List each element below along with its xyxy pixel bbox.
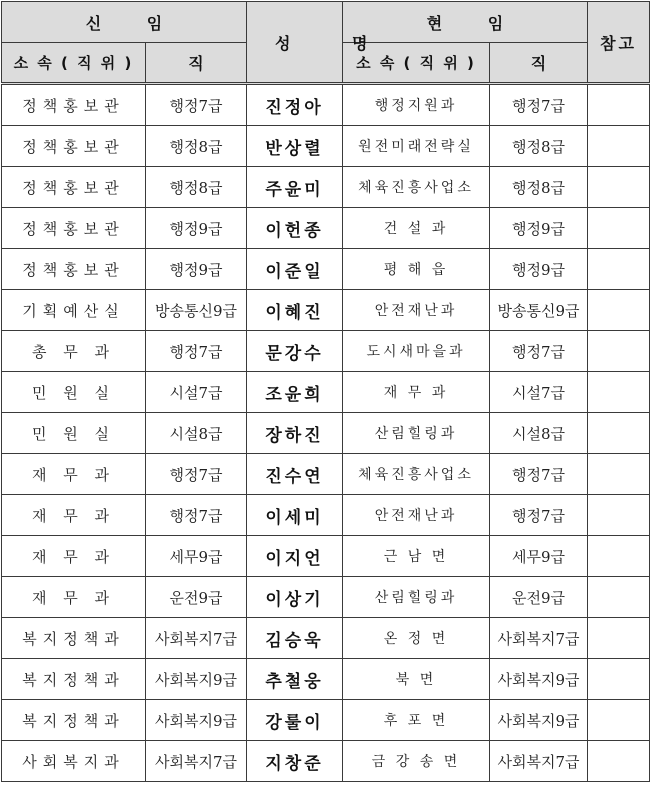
current-org-cell: 온 정 면 bbox=[343, 618, 490, 659]
current-org-cell: 안전재난과 bbox=[343, 290, 490, 331]
note-cell bbox=[588, 536, 650, 577]
person-name-cell: 이세미 bbox=[247, 495, 343, 536]
person-name-cell: 이혜진 bbox=[247, 290, 343, 331]
table-row bbox=[2, 454, 650, 495]
new-org-cell: 정책홍보관 bbox=[2, 84, 146, 126]
person-name-cell: 강룰이 bbox=[247, 700, 343, 741]
note-cell bbox=[588, 126, 650, 167]
table-row bbox=[2, 741, 650, 782]
note-cell bbox=[588, 290, 650, 331]
header-current-grade: 직 bbox=[490, 43, 588, 84]
current-org-cell: 건 설 과 bbox=[343, 208, 490, 249]
current-org-cell: 북 면 bbox=[343, 659, 490, 700]
table-row bbox=[2, 577, 650, 618]
note-cell bbox=[588, 577, 650, 618]
new-grade-cell: 행정8급 bbox=[146, 167, 247, 208]
current-org-cell: 행정지원과 bbox=[343, 84, 490, 126]
table-row bbox=[2, 659, 650, 700]
note-cell bbox=[588, 495, 650, 536]
current-grade-cell: 사회복지9급 bbox=[490, 700, 588, 741]
current-org-cell: 도시새마을과 bbox=[343, 331, 490, 372]
new-org-cell: 재 무 과 bbox=[2, 495, 146, 536]
person-name-cell: 조윤희 bbox=[247, 372, 343, 413]
header-new-post: 신 임 bbox=[2, 2, 247, 43]
current-grade-cell: 세무9급 bbox=[490, 536, 588, 577]
current-org-cell: 금 강 송 면 bbox=[343, 741, 490, 782]
current-org-cell: 재 무 과 bbox=[343, 372, 490, 413]
current-grade-cell: 운전9급 bbox=[490, 577, 588, 618]
current-org-cell: 체육진흥사업소 bbox=[343, 454, 490, 495]
current-grade-cell: 행정7급 bbox=[490, 454, 588, 495]
header-note: 참고 bbox=[588, 2, 650, 84]
new-grade-cell: 사회복지7급 bbox=[146, 618, 247, 659]
note-cell bbox=[588, 249, 650, 290]
table-row bbox=[2, 536, 650, 577]
current-org-cell: 체육진흥사업소 bbox=[343, 167, 490, 208]
table-row bbox=[2, 331, 650, 372]
person-name-cell: 이상기 bbox=[247, 577, 343, 618]
header-new-org-position: 소 속 ( 직 위 ) bbox=[2, 43, 146, 84]
new-org-cell: 재 무 과 bbox=[2, 454, 146, 495]
person-name-cell: 이헌종 bbox=[247, 208, 343, 249]
new-org-cell: 재 무 과 bbox=[2, 536, 146, 577]
table-row bbox=[2, 84, 650, 126]
person-name-cell: 이준일 bbox=[247, 249, 343, 290]
person-name-cell: 진정아 bbox=[247, 84, 343, 126]
person-name-cell: 반상렬 bbox=[247, 126, 343, 167]
new-org-cell: 정책홍보관 bbox=[2, 249, 146, 290]
person-name-cell: 장하진 bbox=[247, 413, 343, 454]
new-grade-cell: 세무9급 bbox=[146, 536, 247, 577]
table-row bbox=[2, 618, 650, 659]
new-grade-cell: 행정7급 bbox=[146, 84, 247, 126]
current-grade-cell: 행정9급 bbox=[490, 249, 588, 290]
note-cell bbox=[588, 659, 650, 700]
new-org-cell: 정책홍보관 bbox=[2, 126, 146, 167]
new-grade-cell: 시설7급 bbox=[146, 372, 247, 413]
table-row bbox=[2, 249, 650, 290]
current-org-cell: 근 남 면 bbox=[343, 536, 490, 577]
table-row bbox=[2, 126, 650, 167]
new-org-cell: 복지정책과 bbox=[2, 618, 146, 659]
header-new-grade: 직 bbox=[146, 43, 247, 84]
new-org-cell: 민 원 실 bbox=[2, 372, 146, 413]
new-grade-cell: 행정7급 bbox=[146, 495, 247, 536]
new-grade-cell: 행정9급 bbox=[146, 249, 247, 290]
new-org-cell: 복지정책과 bbox=[2, 659, 146, 700]
note-cell bbox=[588, 84, 650, 126]
note-cell bbox=[588, 741, 650, 782]
person-name-cell: 이지언 bbox=[247, 536, 343, 577]
current-org-cell: 원전미래전략실 bbox=[343, 126, 490, 167]
new-grade-cell: 행정7급 bbox=[146, 454, 247, 495]
current-grade-cell: 행정7급 bbox=[490, 84, 588, 126]
new-grade-cell: 사회복지9급 bbox=[146, 700, 247, 741]
table-row bbox=[2, 413, 650, 454]
new-org-cell: 기획예산실 bbox=[2, 290, 146, 331]
new-org-cell: 복지정책과 bbox=[2, 700, 146, 741]
current-org-cell: 산림힐링과 bbox=[343, 413, 490, 454]
new-grade-cell: 시설8급 bbox=[146, 413, 247, 454]
table-row bbox=[2, 372, 650, 413]
new-org-cell: 정책홍보관 bbox=[2, 167, 146, 208]
note-cell bbox=[588, 208, 650, 249]
note-cell bbox=[588, 454, 650, 495]
current-grade-cell: 행정7급 bbox=[490, 331, 588, 372]
table-row bbox=[2, 495, 650, 536]
new-grade-cell: 사회복지9급 bbox=[146, 659, 247, 700]
header-current-org-position: 소 속 ( 직 위 ) bbox=[343, 43, 490, 84]
current-org-cell: 산림힐링과 bbox=[343, 577, 490, 618]
table-row bbox=[2, 208, 650, 249]
new-grade-cell: 행정8급 bbox=[146, 126, 247, 167]
table-row bbox=[2, 167, 650, 208]
person-name-cell: 주윤미 bbox=[247, 167, 343, 208]
current-org-cell: 후 포 면 bbox=[343, 700, 490, 741]
note-cell bbox=[588, 413, 650, 454]
note-cell bbox=[588, 167, 650, 208]
roster-body bbox=[2, 84, 650, 782]
header-current-post: 현 임 bbox=[343, 2, 588, 43]
note-cell bbox=[588, 372, 650, 413]
new-org-cell: 민 원 실 bbox=[2, 413, 146, 454]
new-org-cell: 정책홍보관 bbox=[2, 208, 146, 249]
new-grade-cell: 행정7급 bbox=[146, 331, 247, 372]
new-org-cell: 사회복지과 bbox=[2, 741, 146, 782]
current-grade-cell: 사회복지9급 bbox=[490, 659, 588, 700]
current-grade-cell: 행정8급 bbox=[490, 167, 588, 208]
new-grade-cell: 사회복지7급 bbox=[146, 741, 247, 782]
person-name-cell: 김승욱 bbox=[247, 618, 343, 659]
header-name: 성 명 bbox=[247, 2, 343, 84]
new-grade-cell: 방송통신9급 bbox=[146, 290, 247, 331]
person-name-cell: 지창준 bbox=[247, 741, 343, 782]
current-grade-cell: 사회복지7급 bbox=[490, 618, 588, 659]
current-org-cell: 안전재난과 bbox=[343, 495, 490, 536]
current-grade-cell: 시설8급 bbox=[490, 413, 588, 454]
note-cell bbox=[588, 331, 650, 372]
current-grade-cell: 행정8급 bbox=[490, 126, 588, 167]
new-org-cell: 재 무 과 bbox=[2, 577, 146, 618]
table-row bbox=[2, 290, 650, 331]
person-name-cell: 진수연 bbox=[247, 454, 343, 495]
new-org-cell: 총 무 과 bbox=[2, 331, 146, 372]
current-grade-cell: 사회복지7급 bbox=[490, 741, 588, 782]
current-grade-cell: 행정7급 bbox=[490, 495, 588, 536]
new-grade-cell: 운전9급 bbox=[146, 577, 247, 618]
person-name-cell: 추철웅 bbox=[247, 659, 343, 700]
table-row bbox=[2, 700, 650, 741]
note-cell bbox=[588, 618, 650, 659]
current-grade-cell: 시설7급 bbox=[490, 372, 588, 413]
personnel-roster-table bbox=[1, 1, 650, 782]
current-grade-cell: 행정9급 bbox=[490, 208, 588, 249]
current-grade-cell: 방송통신9급 bbox=[490, 290, 588, 331]
current-org-cell: 평 해 읍 bbox=[343, 249, 490, 290]
note-cell bbox=[588, 700, 650, 741]
new-grade-cell: 행정9급 bbox=[146, 208, 247, 249]
person-name-cell: 문강수 bbox=[247, 331, 343, 372]
